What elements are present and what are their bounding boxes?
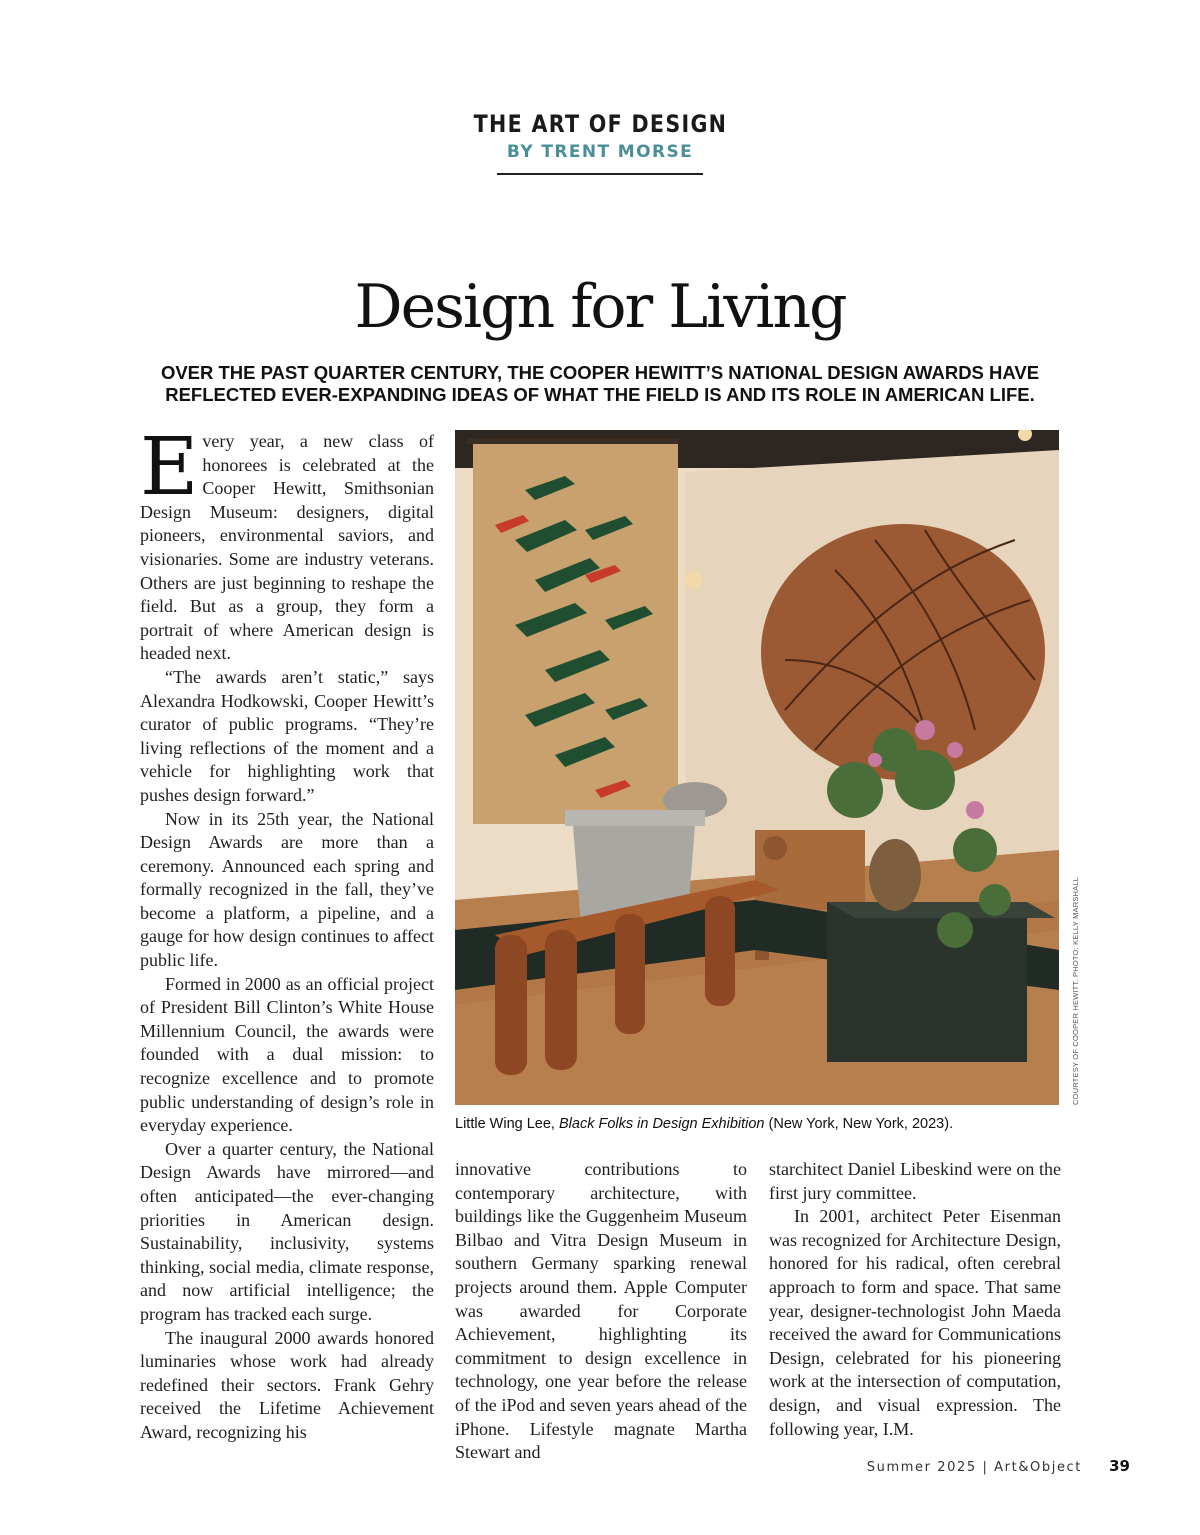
caption-author: Little Wing Lee,: [455, 1116, 559, 1132]
paragraph-5: Over a quarter century, the National Design Awards have mirrored—and often anticipated—the ever-changing priorities in American design. Sustainability, inclusivity, systems thinking, social media, climate response, and now artificial intelligence; the program has tracked each surge.: [140, 1138, 434, 1324]
paragraph-6: The inaugural 2000 awards honored luminaries whose work had already redefined their sectors. Frank Gehry received the Lifetime Achievement Award, recognizing his: [140, 1327, 434, 1442]
section-title: THE ART OF DESIGN: [473, 110, 727, 138]
paragraph-1-text: very year, a new class of honorees is celebrated at the Cooper Hewitt, Smithsonian Design Museum: designers, digital pioneers, environmental saviors, and visionaries. Some are industry veterans. Others are just beginning to reshape the field. But as a group, they form a portrait of where American design is headed next.: [140, 431, 434, 664]
caption-title: Black Folks in Design Exhibition: [558, 1116, 765, 1132]
paragraph-3: Now in its 25th year, the National Design Awards are more than a ceremony. Announced each spring and formally recognized in the fall, they’ve become a platform, a pipeline, and a gauge for how design continues to affect public life.: [140, 808, 434, 971]
paragraph-1: [140, 420, 434, 666]
footer-issue: Summer 2025 | Art&Object: [866, 1460, 1082, 1475]
paragraph-8: starchitect Daniel Libeskind were on the first jury committee.: [769, 1159, 1061, 1203]
headline: Design for Living: [354, 272, 846, 342]
paragraph-7: innovative contributions to contemporary architecture, with buildings like the Guggenheim Museum Bilbao and Vitra Design Museum in southern Germany sparking renewal projects around them. Apple Computer was awarded for Corporate Achievement, highlighting its commitment to design excellence in technology, one year before the release of the iPod and seven years ahead of the iPhone. Lifestyle magnate Martha Stewart and: [455, 1159, 747, 1463]
paragraph-9: In 2001, architect Peter Eisenman was recognized for Architecture Design, honored for his radical, often cerebral approach to form and space. That same year, designer-technologist John Maeda received the award for Communications Design, celebrated for his pioneering work at the intersection of computation, design, and visual expression. The following year, I.M.: [769, 1206, 1061, 1439]
article-column-2: [455, 1158, 747, 1465]
byline: BY TRENT MORSE: [506, 142, 694, 162]
kicker-rule: [497, 173, 703, 175]
article-column-1: [140, 420, 434, 1445]
page-number: 39: [1109, 1457, 1130, 1475]
paragraph-2: “The awards aren’t static,” says Alexandra Hodkowski, Cooper Hewitt’s curator of public programs. “They’re living reflections of the moment and a vehicle for highlighting work that pushes design forward.”: [140, 666, 434, 805]
photo-credit: COURTESY OF COOPER HEWITT. PHOTO: KELLY MARSHALL: [1071, 876, 1080, 1105]
kicker: [0, 110, 1200, 175]
caption-place: (New York, New York, 2023).: [764, 1116, 954, 1132]
paragraph-4: Formed in 2000 as an official project of President Bill Clinton’s White House Millennium Council, the awards were founded with a dual mission: to recognize excellence and to promote public understanding of design’s role in everyday experience.: [140, 973, 434, 1136]
exhibition-illustration: [455, 430, 1059, 1105]
drop-cap: E: [140, 420, 199, 513]
article-column-3: [769, 1158, 1061, 1441]
deck: OVER THE PAST QUARTER CENTURY, THE COOPER HEWITT’S NATIONAL DESIGN AWARDS HAVE REFLECTED EVER-EXPANDING IDEAS OF WHAT THE FIELD IS AND ITS ROLE IN AMERICAN LIFE.: [160, 362, 1040, 405]
exhibition-photo: [455, 430, 1059, 1105]
photo-caption: [455, 1116, 1075, 1132]
